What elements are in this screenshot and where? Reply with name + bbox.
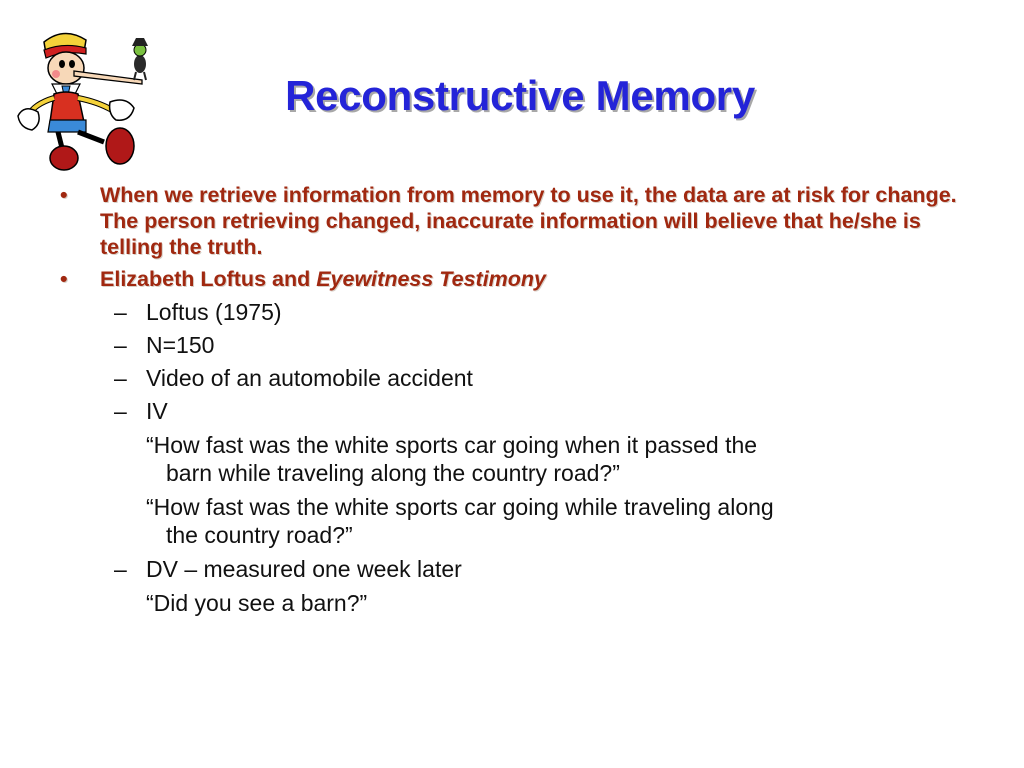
bullet-marker: • <box>60 183 68 207</box>
sub-item-text: Video of an automobile accident <box>146 365 473 391</box>
dash-marker: – <box>114 556 127 582</box>
dv-quote: “Did you see a barn?” <box>146 590 368 616</box>
pinocchio-clipart <box>14 24 164 174</box>
sub-item <box>58 298 978 326</box>
sub-item-text: IV <box>146 398 168 424</box>
bullet-marker: • <box>60 267 68 291</box>
sub-item-text: N=150 <box>146 332 215 358</box>
bullet-text: Elizabeth Loftus and <box>100 267 317 291</box>
dash-marker: – <box>114 365 127 391</box>
dash-marker: – <box>114 332 127 358</box>
bullet-item <box>58 182 978 260</box>
sub-item <box>58 397 978 425</box>
sub-item-text: DV – measured one week later <box>146 556 462 582</box>
dash-marker: – <box>114 299 127 325</box>
sub-item <box>58 364 978 392</box>
bullet-text-italic: Eyewitness Testimony <box>316 267 547 291</box>
iv-quote: “How fast was the white sports car going while traveling along the country road?” <box>146 494 774 548</box>
slide-content <box>58 182 978 623</box>
dash-marker: – <box>114 398 127 424</box>
sub-item-text: Loftus (1975) <box>146 299 282 325</box>
slide-title: Reconstructive Memory <box>285 72 755 119</box>
bullet-text: When we retrieve information from memory to use it, the data are at risk for change. The person retrieving changed, inaccurate information will believe that he/she is telling the truth. <box>100 183 957 259</box>
bullet-item <box>58 266 978 292</box>
jiminy-cricket-clipart <box>132 38 148 80</box>
sub-item-dv <box>58 555 978 583</box>
sub-item <box>58 331 978 359</box>
iv-quote: “How fast was the white sports car going when it passed the barn while traveling along the country road?” <box>146 432 758 486</box>
